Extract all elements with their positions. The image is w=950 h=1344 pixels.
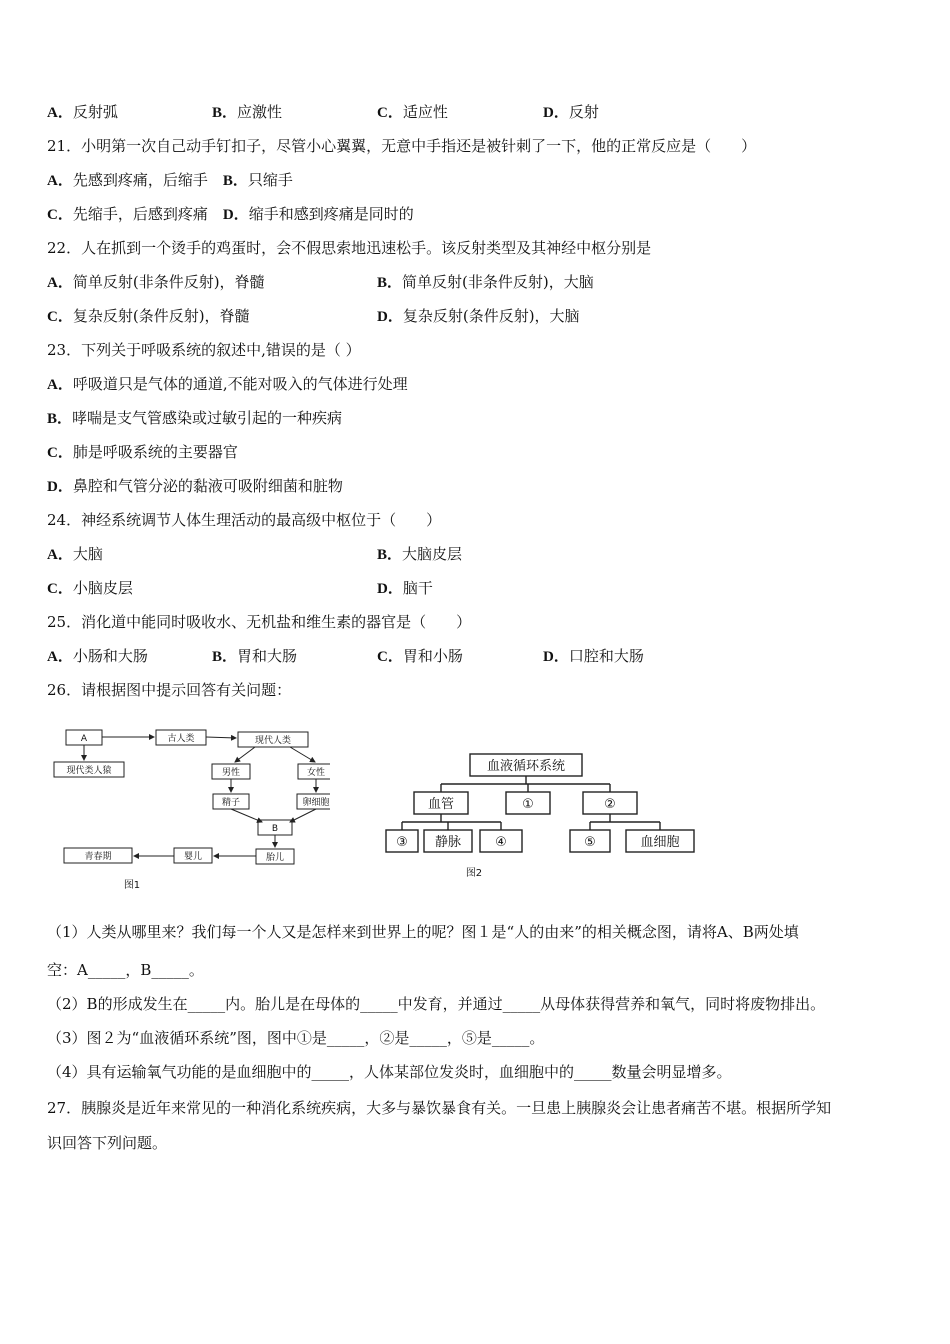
q24-option-d: D．脑干 [377, 579, 433, 597]
fig2-label-n4: ④ [495, 835, 507, 850]
fig1-label-fetus: 胎儿 [265, 853, 285, 863]
fig1-label-b: B [271, 824, 279, 834]
fig2-label-vessel: 血管 [427, 797, 455, 812]
fig1-label-male: 男性 [221, 768, 241, 778]
q21-options-cd: C．先缩手，后感到疼痛 D．缩手和感到疼痛是同时的 [47, 205, 414, 223]
fig1-label-youth: 青春期 [84, 852, 112, 862]
q23-option-a: A．呼吸道只是气体的通道,不能对吸入的气体进行处理 [47, 375, 408, 393]
fig2-label-n1: ① [522, 797, 534, 812]
figure-2-circulation-diagram [380, 748, 710, 882]
fig2-label-root: 血液循环系统 [486, 759, 566, 774]
fig2-label-vein: 静脉 [434, 835, 462, 850]
q24-option-c: C．小脑皮层 [47, 579, 133, 597]
q26-sub1-line2: 空：A_____，B_____。 [47, 961, 204, 979]
q21-stem: 21．小明第一次自己动手钉扣子，尽管小心翼翼，无意中手指还是被针刺了一下，他的正常反应是（ ） [47, 137, 757, 155]
fig1-label-female: 女性 [306, 768, 326, 778]
fig1-caption: 图1 [123, 880, 141, 891]
fig2-label-n5: ⑤ [584, 835, 596, 850]
q26-sub3: （3）图２为“血液循环系统”图，图中①是_____，②是_____，⑤是_____。 [47, 1029, 545, 1047]
fig1-label-egg: 卵细胞 [302, 798, 330, 808]
q23-option-b: B．哮喘是支气管感染或过敏引起的一种疾病 [47, 409, 343, 427]
q26-sub2: （2）B的形成发生在_____内。胎儿是在母体的_____中发育，并通过_____从母体获得营养和氧气，同时将废物排出。 [47, 995, 826, 1013]
q23-option-d: D．鼻腔和气管分泌的黏液可吸附细菌和脏物 [47, 477, 343, 495]
fig2-label-cell: 血细胞 [640, 835, 680, 850]
fig1-label-sperm: 精子 [221, 798, 241, 808]
q20-option-a: A．反射弧 [47, 103, 118, 121]
q24-stem: 24．神经系统调节人体生理活动的最高级中枢位于（ ） [47, 511, 442, 529]
q23-option-c: C．肺是呼吸系统的主要器官 [47, 443, 238, 461]
q22-option-b: B．简单反射(非条件反射)，大脑 [377, 273, 594, 291]
fig2-caption: 图2 [465, 868, 483, 879]
q22-option-a: A．简单反射(非条件反射)，脊髓 [47, 273, 265, 291]
fig2-label-n2: ② [604, 797, 616, 812]
q25-option-a: A．小肠和大肠 [47, 647, 148, 665]
q26-sub4: （4）具有运输氧气功能的是血细胞中的_____，人体某部位发炎时，血细胞中的_____数量会明显增多。 [47, 1063, 732, 1081]
q21-options-ab: A．先感到疼痛，后缩手 B．只缩手 [47, 171, 293, 189]
figure-1-human-origin-diagram [50, 722, 330, 894]
q27-line1: 27．胰腺炎是近年来常见的一种消化系统疾病，大多与暴饮暴食有关。一旦患上胰腺炎会让患者痛苦不堪。根据所学知 [47, 1099, 832, 1117]
q25-stem: 25．消化道中能同时吸收水、无机盐和维生素的器官是（ ） [47, 613, 472, 631]
q20-option-d: D．反射 [543, 103, 599, 121]
fig1-label-ape: 现代类人猿 [66, 766, 112, 776]
q26-sub1-line1: （1）人类从哪里来？我们每一个人又是怎样来到世界上的呢？图１是“人的由来”的相关概念图，请将A、B两处填 [47, 923, 799, 941]
q27-line2: 识回答下列问题。 [47, 1134, 168, 1152]
q23-stem: 23．下列关于呼吸系统的叙述中,错误的是（ ） [47, 341, 361, 359]
q22-stem: 22．人在抓到一个烫手的鸡蛋时，会不假思索地迅速松手。该反射类型及其神经中枢分别是 [47, 239, 652, 257]
q20-option-b: B．应激性 [212, 103, 283, 121]
q25-option-d: D．口腔和大肠 [543, 647, 644, 665]
q25-option-c: C．胃和小肠 [377, 647, 463, 665]
fig2-label-n3: ③ [396, 835, 408, 850]
q22-option-c: C．复杂反射(条件反射)，脊髓 [47, 307, 250, 325]
q25-option-b: B．胃和大肠 [212, 647, 298, 665]
fig1-label-ancient: 古人类 [167, 734, 195, 744]
q24-option-b: B．大脑皮层 [377, 545, 463, 563]
q24-option-a: A．大脑 [47, 545, 103, 563]
q26-stem: 26．请根据图中提示回答有关问题： [47, 681, 292, 699]
fig1-label-modern: 现代人类 [254, 736, 292, 746]
fig1-label-infant: 婴儿 [183, 852, 203, 862]
fig1-label-a: A [80, 734, 88, 744]
q20-option-c: C．适应性 [377, 103, 448, 121]
q22-option-d: D．复杂反射(条件反射)，大脑 [377, 307, 580, 325]
